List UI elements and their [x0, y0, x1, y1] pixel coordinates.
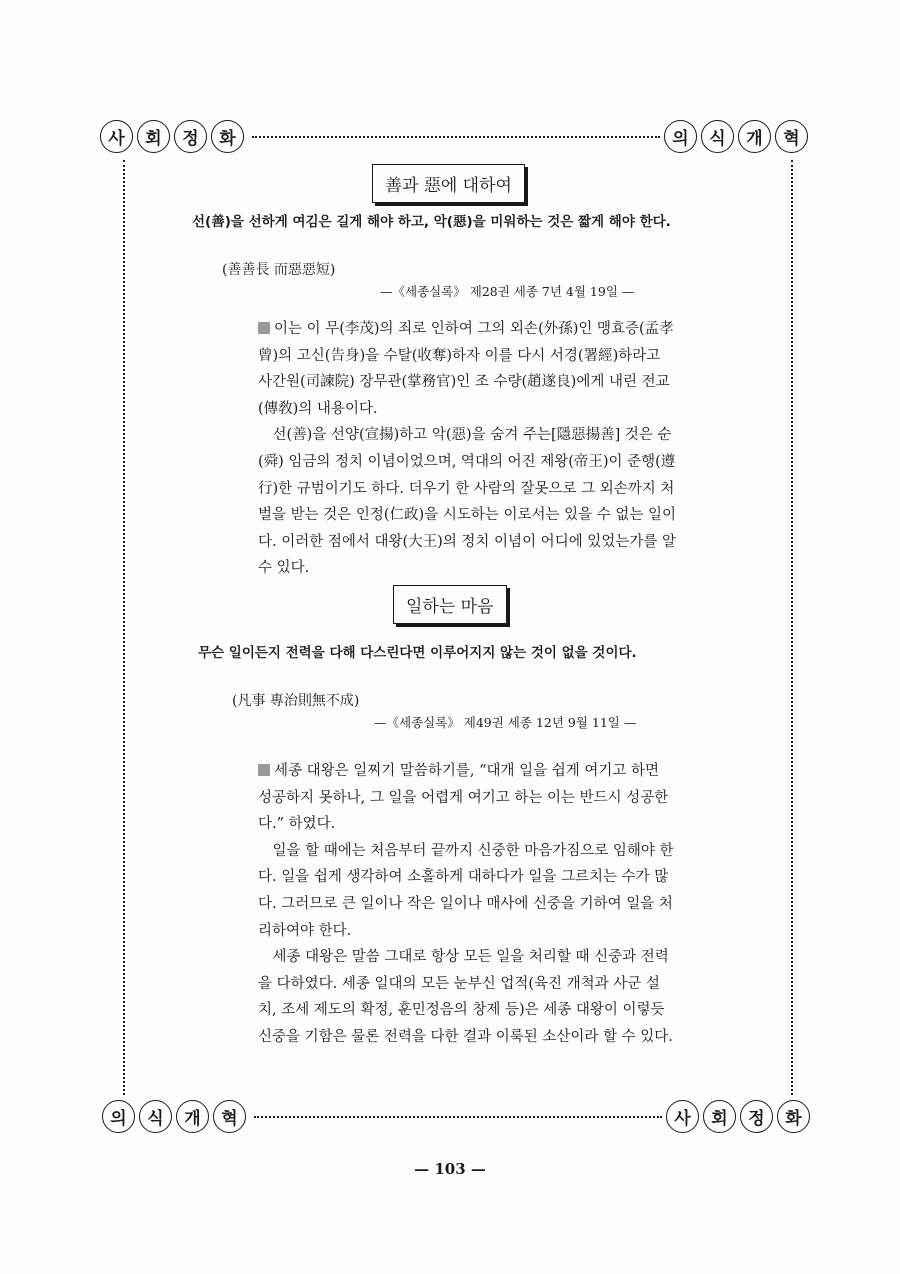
section-title: 善과 惡에 대하여 [372, 164, 525, 203]
paragraph-mark-icon [258, 764, 270, 776]
hanja-original: (善善長 而惡惡短) [222, 262, 336, 278]
quote: 무슨 일이든지 전력을 다해 다스린다면 이루어지지 않는 것이 없을 것이다. [198, 645, 637, 661]
circled-char: 의 [102, 1100, 135, 1133]
paragraph-text: 이는 이 무(李茂)의 죄로 인하여 그의 외손(外孫)인 맹효증(孟孝曾)의 고신(告身)을 수탈(收奪)하자 이를 다시 서경(署經)하라고 사간원(司諫院) 장무관(掌務官)인 조 수량(趙遂良)에게 내린 전교(傳敎)의 내용이다. [258, 321, 674, 417]
circled-char: 식 [701, 120, 734, 153]
circled-char: 정 [174, 120, 207, 153]
circled-char: 사 [666, 1100, 699, 1133]
paragraph [258, 758, 676, 838]
circled-char: 개 [176, 1100, 209, 1133]
circled-char: 사 [100, 120, 133, 153]
quote: 선(善)을 선하게 여김은 길게 해야 하고, 악(惡)을 미워하는 것은 짧게 해야 한다. [192, 214, 671, 230]
paragraph-mark-icon [258, 322, 270, 334]
circled-char: 회 [703, 1100, 736, 1133]
paragraph [258, 316, 676, 422]
top-banner [100, 120, 812, 153]
paragraph: 세종 대왕은 말씀 그대로 항상 모든 일을 처리할 때 신중과 전력을 다하였다. 세종 일대의 모든 눈부신 업적(육진 개척과 사군 설치, 조세 제도의 확정, 훈민정음의 창제 등)은 세종 대왕이 이렇듯 신중을 기함은 물론 전력을 다한 결과 이룩된 소산이라 할 수 있다. [258, 949, 673, 1045]
circled-char: 혁 [775, 120, 808, 153]
circled-char: 정 [740, 1100, 773, 1133]
page-number: — 103 — [414, 1160, 486, 1178]
wavy-divider [252, 136, 660, 138]
commentary [258, 758, 676, 1051]
circled-char: 식 [139, 1100, 172, 1133]
section-title: 일하는 마음 [393, 585, 507, 624]
circled-char: 화 [211, 120, 244, 153]
source-citation: —《세종실록》 제28권 세종 7년 4월 19일 — [380, 284, 635, 299]
circled-char: 혁 [213, 1100, 246, 1133]
left-border [123, 160, 125, 1095]
hanja-original: (凡事 專治則無不成) [232, 693, 360, 709]
right-border [791, 160, 793, 1095]
commentary [258, 316, 676, 582]
circled-char: 개 [738, 120, 771, 153]
source-citation: —《세종실록》 제49권 세종 12년 9월 11일 — [374, 715, 637, 730]
paragraph: 일을 할 때에는 처음부터 끝까지 신중한 마음가짐으로 임해야 한다. 일을 쉽게 생각하여 소홀하게 대하다가 일을 그르치는 수가 많다. 그러므로 큰 일이나 작은 일이나 매사에 신중을 기하여 일을 처리하여야 한다. [258, 842, 674, 939]
wavy-divider [254, 1116, 662, 1118]
circled-char: 회 [137, 120, 170, 153]
paragraph: 선(善)을 선양(宣揚)하고 악(惡)을 숨겨 주는[隱惡揚善] 것은 순(舜) 임금의 정치 이념이었으며, 역대의 어진 제왕(帝王)이 준행(遵行)한 규범이기도 하다. 더우기 한 사람의 잘못으로 그 외손까지 처벌을 받는 것은 인정(仁政)을 시도하는 이로서는 있을 수 없는 일이다. 이러한 점에서 대왕(大王)의 정치 이념이 어디에 있었는가를 알 수 있다. [258, 427, 676, 577]
circled-char: 화 [777, 1100, 810, 1133]
circled-char: 의 [664, 120, 697, 153]
paragraph-text: 세종 대왕은 일찌기 말씀하기를, “대개 일을 쉽게 여기고 하면 성공하지 못하나, 그 일을 어렵게 여기고 하는 이는 반드시 성공한다.” 하였다. [258, 763, 669, 833]
bottom-banner [102, 1100, 814, 1133]
